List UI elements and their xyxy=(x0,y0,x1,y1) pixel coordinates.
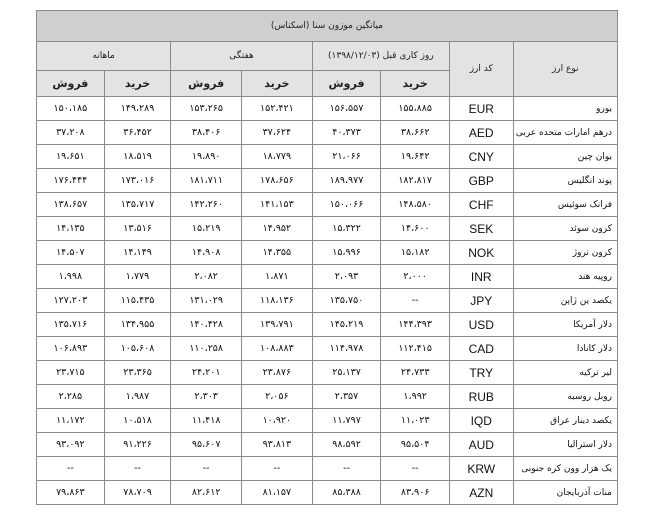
monthly-sell-value: ۱۳۸،۶۵۷ xyxy=(37,193,105,217)
prev-day-sell-value: ۲۵،۱۳۷ xyxy=(312,361,381,385)
currency-code: INR xyxy=(449,265,513,289)
prev-day-buy-value: ۲،۰۰۰ xyxy=(381,265,450,289)
currency-name: یورو xyxy=(513,97,618,121)
currency-name: روبل روسیه xyxy=(513,385,618,409)
weekly-sell-value: ۱۳۱،۰۲۹ xyxy=(171,289,242,313)
header-weekly: هفتگی xyxy=(171,42,312,71)
weekly-sell-value: ۱۵۳،۲۶۵ xyxy=(171,97,242,121)
weekly-buy-value: ۱۰،۹۲۰ xyxy=(242,409,313,433)
weekly-sell-value: ۱۴،۹۰۸ xyxy=(171,241,242,265)
prev-day-buy-value: -- xyxy=(381,289,450,313)
weekly-sell-value: ۱۴۲،۲۶۰ xyxy=(171,193,242,217)
weekly-buy-value: ۱۱۸،۱۳۶ xyxy=(242,289,313,313)
weekly-sell-value: ۱۱۰،۲۵۸ xyxy=(171,337,242,361)
weekly-buy-value: ۲۳،۸۷۶ xyxy=(242,361,313,385)
weekly-sell-value: ۲،۰۸۲ xyxy=(171,265,242,289)
prev-day-sell-value: ۱۵،۹۹۶ xyxy=(312,241,381,265)
monthly-buy-value: ۱۴۹،۲۸۹ xyxy=(104,97,171,121)
table-title: میانگین موزون سنا (اسکناس) xyxy=(37,11,618,42)
prev-day-sell-value: ۱۵،۳۲۲ xyxy=(312,217,381,241)
table-row xyxy=(37,385,618,409)
weekly-buy-value: ۱۷۸،۶۵۶ xyxy=(242,169,313,193)
weekly-buy-value: -- xyxy=(242,457,313,481)
table-row xyxy=(37,193,618,217)
table-row xyxy=(37,481,618,505)
monthly-sell-value: ۱۰۶،۸۹۳ xyxy=(37,337,105,361)
weekly-sell-value: ۹۵،۶۰۷ xyxy=(171,433,242,457)
currency-code: GBP xyxy=(449,169,513,193)
header-weekly-sell: فروش xyxy=(171,71,242,97)
monthly-sell-value: -- xyxy=(37,457,105,481)
monthly-buy-value: -- xyxy=(104,457,171,481)
prev-day-sell-value: ۱۱،۷۹۷ xyxy=(312,409,381,433)
currency-name: کرون سوئد xyxy=(513,217,618,241)
monthly-sell-value: ۹۳،۰۹۲ xyxy=(37,433,105,457)
monthly-sell-value: ۱۷۶،۴۴۴ xyxy=(37,169,105,193)
prev-day-buy-value: ۱۵،۱۸۲ xyxy=(381,241,450,265)
monthly-buy-value: ۱۷۳،۰۱۶ xyxy=(104,169,171,193)
header-currency-code: کد ارز xyxy=(449,42,513,97)
weekly-buy-value: ۱۵۲،۴۲۱ xyxy=(242,97,313,121)
currency-code: AZN xyxy=(449,481,513,505)
monthly-buy-value: ۱۰،۵۱۸ xyxy=(104,409,171,433)
table-row xyxy=(37,361,618,385)
prev-day-sell-value: ۱۳۵،۷۵۰ xyxy=(312,289,381,313)
monthly-buy-value: ۱۴،۱۴۹ xyxy=(104,241,171,265)
monthly-sell-value: ۱۱،۱۷۲ xyxy=(37,409,105,433)
table-row xyxy=(37,457,618,481)
currency-code: EUR xyxy=(449,97,513,121)
prev-day-sell-value: ۱۵۰،۰۶۶ xyxy=(312,193,381,217)
monthly-buy-value: ۱،۷۷۹ xyxy=(104,265,171,289)
currency-name: یک هزار وون کره جنوبی xyxy=(513,457,618,481)
currency-code: TRY xyxy=(449,361,513,385)
currency-code: CNY xyxy=(449,145,513,169)
prev-day-sell-value: ۹۸،۵۹۲ xyxy=(312,433,381,457)
monthly-buy-value: ۱۱۵،۴۳۵ xyxy=(104,289,171,313)
weekly-buy-value: ۸۱،۱۵۷ xyxy=(242,481,313,505)
header-prev-day-buy: خرید xyxy=(381,71,450,97)
currency-code: AED xyxy=(449,121,513,145)
monthly-sell-value: ۲۳،۷۱۵ xyxy=(37,361,105,385)
monthly-buy-value: ۷۸،۷۰۹ xyxy=(104,481,171,505)
prev-day-sell-value: ۱۱۴،۹۷۸ xyxy=(312,337,381,361)
currency-code: NOK xyxy=(449,241,513,265)
monthly-buy-value: ۱۳۴،۹۵۵ xyxy=(104,313,171,337)
table-row xyxy=(37,241,618,265)
prev-day-buy-value: ۱۹،۶۴۲ xyxy=(381,145,450,169)
table-row xyxy=(37,145,618,169)
monthly-buy-value: ۱۳۵،۷۱۷ xyxy=(104,193,171,217)
weekly-sell-value: ۱۱،۴۱۸ xyxy=(171,409,242,433)
prev-day-sell-value: ۲،۳۵۷ xyxy=(312,385,381,409)
weekly-sell-value: ۳۸،۴۰۶ xyxy=(171,121,242,145)
table-body xyxy=(37,97,618,505)
exchange-rate-table xyxy=(36,10,618,505)
currency-code: USD xyxy=(449,313,513,337)
weekly-buy-value: ۲،۰۵۶ xyxy=(242,385,313,409)
prev-day-buy-value: ۱۸۲،۸۱۷ xyxy=(381,169,450,193)
prev-day-sell-value: ۱۴۵،۲۱۹ xyxy=(312,313,381,337)
prev-day-buy-value: ۱۱۲،۴۱۵ xyxy=(381,337,450,361)
currency-name: درهم امارات متحده عربی xyxy=(513,121,618,145)
header-monthly-sell: فروش xyxy=(37,71,105,97)
currency-code: CAD xyxy=(449,337,513,361)
prev-day-buy-value: -- xyxy=(381,457,450,481)
currency-name: لیر ترکیه xyxy=(513,361,618,385)
prev-day-sell-value: ۲۱،۰۶۶ xyxy=(312,145,381,169)
table-row xyxy=(37,265,618,289)
weekly-buy-value: ۱۸،۷۷۹ xyxy=(242,145,313,169)
monthly-sell-value: ۱،۹۹۸ xyxy=(37,265,105,289)
header-weekly-buy: خرید xyxy=(242,71,313,97)
weekly-sell-value: ۲۴،۲۰۱ xyxy=(171,361,242,385)
monthly-buy-value: ۳۶،۴۵۲ xyxy=(104,121,171,145)
prev-day-sell-value: ۱۸۹،۹۷۷ xyxy=(312,169,381,193)
table-row xyxy=(37,337,618,361)
weekly-sell-value: ۱۹،۸۹۰ xyxy=(171,145,242,169)
weekly-buy-value: ۱،۸۷۱ xyxy=(242,265,313,289)
prev-day-buy-value: ۳۸،۶۶۲ xyxy=(381,121,450,145)
monthly-buy-value: ۱۸،۵۱۹ xyxy=(104,145,171,169)
currency-name: منات آذربایجان xyxy=(513,481,618,505)
weekly-buy-value: ۱۴،۹۵۲ xyxy=(242,217,313,241)
prev-day-buy-value: ۱۴،۶۰۰ xyxy=(381,217,450,241)
prev-day-buy-value: ۲۴،۷۳۳ xyxy=(381,361,450,385)
currency-code: SEK xyxy=(449,217,513,241)
weekly-sell-value: ۱۴۰،۴۲۸ xyxy=(171,313,242,337)
prev-day-buy-value: ۹۵،۵۰۴ xyxy=(381,433,450,457)
header-previous-day: روز کاری قبل (۱۳۹۸/۱۲/۰۳) xyxy=(312,42,449,71)
prev-day-sell-value: ۱۵۶،۵۵۷ xyxy=(312,97,381,121)
weekly-buy-value: ۱۴،۳۵۵ xyxy=(242,241,313,265)
table-row xyxy=(37,433,618,457)
table-row xyxy=(37,409,618,433)
currency-code: AUD xyxy=(449,433,513,457)
table-row xyxy=(37,217,618,241)
currency-name: روپیه هند xyxy=(513,265,618,289)
monthly-buy-value: ۱۰۵،۶۰۸ xyxy=(104,337,171,361)
currency-name: دلار آمریکا xyxy=(513,313,618,337)
table-row xyxy=(37,169,618,193)
currency-name: دلار استرالیا xyxy=(513,433,618,457)
prev-day-buy-value: ۱۱،۰۲۳ xyxy=(381,409,450,433)
currency-name: یکصد دینار عراق xyxy=(513,409,618,433)
weekly-buy-value: ۱۳۹،۷۹۱ xyxy=(242,313,313,337)
monthly-sell-value: ۳۷،۲۰۸ xyxy=(37,121,105,145)
prev-day-sell-value: -- xyxy=(312,457,381,481)
table-row xyxy=(37,121,618,145)
table-row xyxy=(37,313,618,337)
weekly-sell-value: -- xyxy=(171,457,242,481)
table-row xyxy=(37,289,618,313)
weekly-buy-value: ۱۰۸،۸۸۳ xyxy=(242,337,313,361)
monthly-buy-value: ۲۳،۳۶۵ xyxy=(104,361,171,385)
currency-code: RUB xyxy=(449,385,513,409)
currency-name: دلار کانادا xyxy=(513,337,618,361)
prev-day-sell-value: ۴۰،۳۷۳ xyxy=(312,121,381,145)
prev-day-sell-value: ۲،۰۹۳ xyxy=(312,265,381,289)
monthly-sell-value: ۱۴،۵۰۷ xyxy=(37,241,105,265)
monthly-sell-value: ۱۳۵،۷۱۶ xyxy=(37,313,105,337)
weekly-sell-value: ۱۵،۲۱۹ xyxy=(171,217,242,241)
prev-day-buy-value: ۸۳،۹۰۶ xyxy=(381,481,450,505)
monthly-sell-value: ۲،۲۸۵ xyxy=(37,385,105,409)
monthly-sell-value: ۱۵۰،۱۸۵ xyxy=(37,97,105,121)
monthly-buy-value: ۹۱،۲۲۶ xyxy=(104,433,171,457)
weekly-sell-value: ۱۸۱،۷۱۱ xyxy=(171,169,242,193)
currency-name: کرون نروژ xyxy=(513,241,618,265)
currency-code: IQD xyxy=(449,409,513,433)
prev-day-buy-value: ۱،۹۹۲ xyxy=(381,385,450,409)
weekly-buy-value: ۱۴۱،۱۵۳ xyxy=(242,193,313,217)
weekly-buy-value: ۹۳،۸۱۳ xyxy=(242,433,313,457)
weekly-sell-value: ۲،۳۰۳ xyxy=(171,385,242,409)
weekly-buy-value: ۳۷،۶۲۴ xyxy=(242,121,313,145)
currency-name: پوند انگلیس xyxy=(513,169,618,193)
monthly-sell-value: ۱۹،۶۵۱ xyxy=(37,145,105,169)
monthly-sell-value: ۱۲۷،۲۰۳ xyxy=(37,289,105,313)
prev-day-buy-value: ۱۴۸،۵۸۰ xyxy=(381,193,450,217)
prev-day-sell-value: ۸۵،۳۸۸ xyxy=(312,481,381,505)
currency-name: یکصد ین ژاپن xyxy=(513,289,618,313)
header-prev-day-sell: فروش xyxy=(312,71,381,97)
monthly-buy-value: ۱۳،۵۱۶ xyxy=(104,217,171,241)
currency-code: CHF xyxy=(449,193,513,217)
monthly-buy-value: ۱،۹۸۷ xyxy=(104,385,171,409)
prev-day-buy-value: ۱۴۴،۳۹۳ xyxy=(381,313,450,337)
currency-name: یوان چین xyxy=(513,145,618,169)
header-monthly: ماهانه xyxy=(37,42,171,71)
monthly-sell-value: ۱۴،۱۳۵ xyxy=(37,217,105,241)
weekly-sell-value: ۸۲،۶۱۲ xyxy=(171,481,242,505)
table-row xyxy=(37,97,618,121)
currency-name: فرانک سوئیس xyxy=(513,193,618,217)
monthly-sell-value: ۷۹،۸۶۳ xyxy=(37,481,105,505)
prev-day-buy-value: ۱۵۵،۸۸۵ xyxy=(381,97,450,121)
currency-code: JPY xyxy=(449,289,513,313)
header-monthly-buy: خرید xyxy=(104,71,171,97)
currency-code: KRW xyxy=(449,457,513,481)
header-currency-type: نوع ارز xyxy=(513,42,618,97)
